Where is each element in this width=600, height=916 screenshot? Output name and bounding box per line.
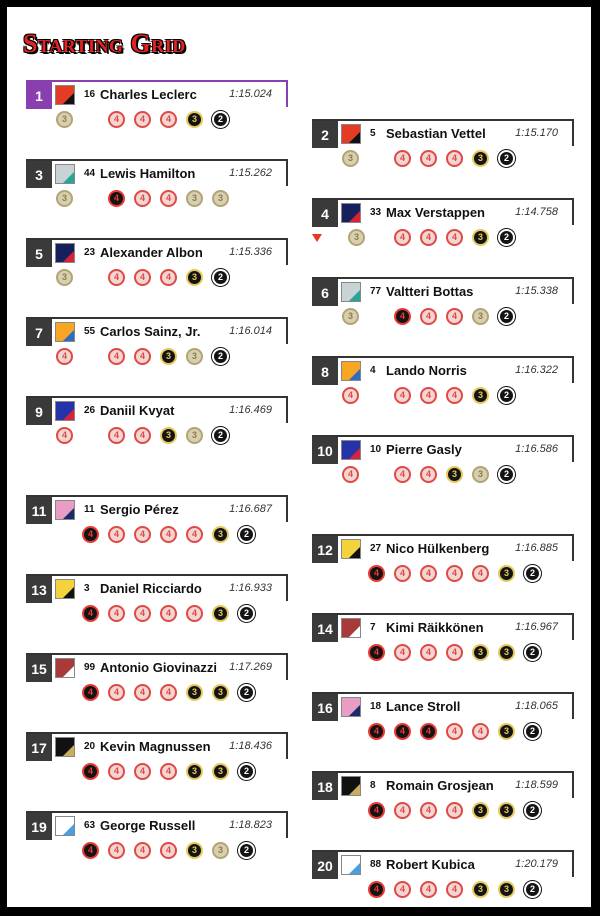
driver-header — [26, 396, 288, 423]
driver-header — [26, 317, 288, 344]
grid-position: 4 — [312, 200, 338, 227]
soft-tyre-used-icon: 4 — [446, 644, 463, 661]
grid-entry — [26, 396, 296, 454]
qualifying-time: 1:16.586 — [515, 443, 558, 455]
soft-tyre-new-icon: 4 — [82, 684, 99, 701]
soft-tyre-used-icon: 4 — [134, 763, 151, 780]
soft-tyre-used-icon: 4 — [472, 723, 489, 740]
car-number: 18 — [370, 701, 382, 712]
grid-entry — [26, 159, 296, 217]
qualifying-time: 1:16.469 — [229, 404, 272, 416]
car-number: 99 — [84, 662, 96, 673]
soft-tyre-new-icon: 4 — [82, 763, 99, 780]
hard-tyre-new-icon: 2 — [498, 150, 515, 167]
hard-tyre-new-icon: 2 — [238, 684, 255, 701]
soft-tyre-used-icon: 4 — [446, 308, 463, 325]
medium-tyre-new-icon: 3 — [212, 526, 229, 543]
tyre-allocation — [26, 348, 288, 368]
medium-tyre-used-icon: 3 — [56, 190, 73, 207]
grid-entry — [26, 574, 296, 632]
grid-entry — [312, 771, 582, 829]
team-color-icon — [341, 124, 361, 144]
qualifying-time: 1:18.436 — [229, 740, 272, 752]
driver-header — [312, 119, 574, 146]
grid-position: 9 — [26, 398, 52, 425]
grid-entry — [26, 238, 296, 296]
soft-tyre-used-icon: 4 — [394, 387, 411, 404]
soft-tyre-used-icon: 4 — [446, 387, 463, 404]
driver-header — [26, 732, 288, 759]
grid-position: 15 — [26, 655, 52, 682]
driver-header — [26, 574, 288, 601]
grid-position: 19 — [26, 813, 52, 840]
team-color-icon — [55, 816, 75, 836]
medium-tyre-new-icon: 3 — [160, 427, 177, 444]
qualifying-time: 1:18.065 — [515, 700, 558, 712]
team-color-icon — [55, 658, 75, 678]
soft-tyre-used-icon: 4 — [446, 802, 463, 819]
medium-tyre-new-icon: 3 — [498, 881, 515, 898]
soft-tyre-new-icon: 4 — [368, 802, 385, 819]
car-number: 77 — [370, 286, 382, 297]
tyre-allocation — [312, 644, 574, 664]
medium-tyre-new-icon: 3 — [212, 763, 229, 780]
qualifying-time: 1:15.262 — [229, 167, 272, 179]
grid-position: 16 — [312, 694, 338, 721]
tyre-allocation — [312, 723, 574, 743]
team-color-icon — [55, 322, 75, 342]
hard-tyre-new-icon: 2 — [498, 229, 515, 246]
soft-tyre-used-icon: 4 — [108, 684, 125, 701]
hard-tyre-new-icon: 2 — [212, 111, 229, 128]
soft-tyre-used-icon: 4 — [420, 802, 437, 819]
grid-position: 12 — [312, 536, 338, 563]
tyre-allocation — [312, 565, 574, 585]
medium-tyre-used-icon: 3 — [186, 348, 203, 365]
car-number: 4 — [370, 365, 376, 376]
driver-name: Sebastian Vettel — [386, 126, 486, 141]
grid-entry — [312, 850, 582, 908]
hard-tyre-new-icon: 2 — [238, 605, 255, 622]
grid-entry — [26, 653, 296, 711]
team-color-icon — [341, 361, 361, 381]
soft-tyre-used-icon: 4 — [420, 308, 437, 325]
medium-tyre-new-icon: 3 — [472, 150, 489, 167]
medium-tyre-new-icon: 3 — [498, 565, 515, 582]
driver-name: Carlos Sainz, Jr. — [100, 324, 201, 339]
grid-position: 7 — [26, 319, 52, 346]
tyre-allocation — [312, 150, 574, 170]
medium-tyre-new-icon: 3 — [472, 229, 489, 246]
soft-tyre-used-icon: 4 — [134, 684, 151, 701]
hard-tyre-new-icon: 2 — [524, 881, 541, 898]
grid-position: 14 — [312, 615, 338, 642]
team-color-icon — [341, 282, 361, 302]
grid-entry — [312, 198, 582, 256]
soft-tyre-used-icon: 4 — [134, 605, 151, 622]
medium-tyre-used-icon: 3 — [472, 466, 489, 483]
soft-tyre-used-icon: 4 — [108, 427, 125, 444]
soft-tyre-used-icon: 4 — [342, 466, 359, 483]
grid-entry — [26, 811, 296, 869]
team-color-icon — [341, 539, 361, 559]
medium-tyre-new-icon: 3 — [186, 684, 203, 701]
soft-tyre-used-icon: 4 — [160, 842, 177, 859]
soft-tyre-new-icon: 4 — [82, 526, 99, 543]
grid-position: 20 — [312, 852, 338, 879]
car-number: 63 — [84, 820, 96, 831]
grid-position: 2 — [312, 121, 338, 148]
soft-tyre-new-icon: 4 — [394, 308, 411, 325]
soft-tyre-new-icon: 4 — [420, 723, 437, 740]
grid-entry — [312, 356, 582, 414]
medium-tyre-used-icon: 3 — [186, 190, 203, 207]
qualifying-time: 1:17.269 — [229, 661, 272, 673]
car-number: 23 — [84, 247, 96, 258]
driver-name: Lando Norris — [386, 363, 467, 378]
hard-tyre-new-icon: 2 — [498, 387, 515, 404]
tyre-allocation — [26, 526, 288, 546]
medium-tyre-used-icon: 3 — [56, 269, 73, 286]
driver-header — [312, 534, 574, 561]
medium-tyre-used-icon: 3 — [56, 111, 73, 128]
tyre-allocation — [312, 308, 574, 328]
grid-drop-icon — [312, 234, 322, 242]
soft-tyre-used-icon: 4 — [342, 387, 359, 404]
grid-position: 11 — [26, 497, 52, 524]
driver-header — [312, 613, 574, 640]
soft-tyre-used-icon: 4 — [420, 229, 437, 246]
tyre-allocation — [26, 190, 288, 210]
soft-tyre-used-icon: 4 — [446, 881, 463, 898]
medium-tyre-new-icon: 3 — [472, 387, 489, 404]
soft-tyre-used-icon: 4 — [394, 229, 411, 246]
medium-tyre-used-icon: 3 — [186, 427, 203, 444]
driver-name: Kimi Räikkönen — [386, 620, 484, 635]
medium-tyre-new-icon: 3 — [186, 269, 203, 286]
tyre-allocation — [312, 229, 574, 249]
hard-tyre-new-icon: 2 — [238, 763, 255, 780]
driver-header — [312, 277, 574, 304]
soft-tyre-used-icon: 4 — [420, 644, 437, 661]
medium-tyre-new-icon: 3 — [472, 802, 489, 819]
soft-tyre-used-icon: 4 — [186, 605, 203, 622]
medium-tyre-new-icon: 3 — [212, 684, 229, 701]
driver-header — [312, 850, 574, 877]
grid-entry — [312, 277, 582, 335]
soft-tyre-used-icon: 4 — [420, 466, 437, 483]
soft-tyre-used-icon: 4 — [134, 269, 151, 286]
medium-tyre-new-icon: 3 — [186, 842, 203, 859]
soft-tyre-used-icon: 4 — [472, 565, 489, 582]
hard-tyre-new-icon: 2 — [212, 427, 229, 444]
soft-tyre-used-icon: 4 — [394, 802, 411, 819]
qualifying-time: 1:15.336 — [229, 246, 272, 258]
car-number: 20 — [84, 741, 96, 752]
team-color-icon — [341, 697, 361, 717]
driver-name: Romain Grosjean — [386, 778, 494, 793]
qualifying-time: 1:15.338 — [515, 285, 558, 297]
soft-tyre-used-icon: 4 — [186, 526, 203, 543]
hard-tyre-new-icon: 2 — [498, 308, 515, 325]
team-color-icon — [55, 737, 75, 757]
medium-tyre-new-icon: 3 — [186, 763, 203, 780]
grid-position: 8 — [312, 358, 338, 385]
soft-tyre-used-icon: 4 — [160, 526, 177, 543]
hard-tyre-new-icon: 2 — [238, 842, 255, 859]
medium-tyre-new-icon: 3 — [446, 466, 463, 483]
soft-tyre-used-icon: 4 — [420, 387, 437, 404]
qualifying-time: 1:14.758 — [515, 206, 558, 218]
soft-tyre-used-icon: 4 — [160, 269, 177, 286]
hard-tyre-new-icon: 2 — [212, 348, 229, 365]
medium-tyre-new-icon: 3 — [186, 111, 203, 128]
driver-name: Daniel Ricciardo — [100, 581, 202, 596]
grid-entry — [26, 732, 296, 790]
hard-tyre-new-icon: 2 — [498, 466, 515, 483]
team-color-icon — [341, 855, 361, 875]
car-number: 88 — [370, 859, 382, 870]
medium-tyre-used-icon: 3 — [342, 308, 359, 325]
tyre-allocation — [312, 466, 574, 486]
soft-tyre-new-icon: 4 — [82, 605, 99, 622]
grid-position: 18 — [312, 773, 338, 800]
soft-tyre-new-icon: 4 — [82, 842, 99, 859]
driver-header — [26, 495, 288, 522]
soft-tyre-new-icon: 4 — [368, 644, 385, 661]
car-number: 33 — [370, 207, 382, 218]
driver-name: Lewis Hamilton — [100, 166, 196, 181]
soft-tyre-used-icon: 4 — [446, 150, 463, 167]
soft-tyre-used-icon: 4 — [420, 881, 437, 898]
driver-name: Antonio Giovinazzi — [100, 660, 217, 675]
grid-entry — [312, 692, 582, 750]
soft-tyre-used-icon: 4 — [134, 111, 151, 128]
grid-entry — [312, 613, 582, 671]
soft-tyre-new-icon: 4 — [368, 565, 385, 582]
medium-tyre-used-icon: 3 — [472, 308, 489, 325]
soft-tyre-used-icon: 4 — [394, 466, 411, 483]
soft-tyre-used-icon: 4 — [108, 763, 125, 780]
medium-tyre-new-icon: 3 — [498, 644, 515, 661]
medium-tyre-new-icon: 3 — [160, 348, 177, 365]
qualifying-time: 1:15.024 — [229, 88, 272, 100]
soft-tyre-used-icon: 4 — [394, 644, 411, 661]
driver-name: Robert Kubica — [386, 857, 475, 872]
grid-entry — [26, 80, 296, 138]
driver-name: Nico Hülkenberg — [386, 541, 490, 556]
grid-position: 17 — [26, 734, 52, 761]
grid-position: 1 — [26, 82, 52, 109]
car-number: 27 — [370, 543, 382, 554]
soft-tyre-used-icon: 4 — [160, 111, 177, 128]
soft-tyre-used-icon: 4 — [108, 269, 125, 286]
soft-tyre-used-icon: 4 — [56, 427, 73, 444]
tyre-allocation — [26, 605, 288, 625]
soft-tyre-new-icon: 4 — [368, 881, 385, 898]
driver-header — [26, 811, 288, 838]
driver-header — [312, 356, 574, 383]
soft-tyre-new-icon: 4 — [394, 723, 411, 740]
soft-tyre-used-icon: 4 — [108, 348, 125, 365]
medium-tyre-used-icon: 3 — [212, 190, 229, 207]
soft-tyre-used-icon: 4 — [108, 605, 125, 622]
qualifying-time: 1:16.967 — [515, 621, 558, 633]
hard-tyre-new-icon: 2 — [524, 723, 541, 740]
tyre-allocation — [26, 842, 288, 862]
soft-tyre-used-icon: 4 — [446, 229, 463, 246]
car-number: 8 — [370, 780, 376, 791]
qualifying-time: 1:20.179 — [515, 858, 558, 870]
soft-tyre-used-icon: 4 — [446, 565, 463, 582]
soft-tyre-used-icon: 4 — [420, 150, 437, 167]
soft-tyre-used-icon: 4 — [160, 190, 177, 207]
team-color-icon — [341, 440, 361, 460]
soft-tyre-used-icon: 4 — [394, 565, 411, 582]
car-number: 5 — [370, 128, 376, 139]
hard-tyre-new-icon: 2 — [524, 644, 541, 661]
soft-tyre-used-icon: 4 — [394, 881, 411, 898]
qualifying-time: 1:15.170 — [515, 127, 558, 139]
grid-position: 13 — [26, 576, 52, 603]
qualifying-time: 1:16.687 — [229, 503, 272, 515]
hard-tyre-new-icon: 2 — [238, 526, 255, 543]
medium-tyre-used-icon: 3 — [212, 842, 229, 859]
car-number: 11 — [84, 504, 95, 515]
medium-tyre-used-icon: 3 — [348, 229, 365, 246]
grid-position: 5 — [26, 240, 52, 267]
medium-tyre-new-icon: 3 — [212, 605, 229, 622]
page-title: Starting Grid — [23, 29, 186, 58]
car-number: 7 — [370, 622, 376, 633]
soft-tyre-used-icon: 4 — [134, 190, 151, 207]
medium-tyre-new-icon: 3 — [472, 881, 489, 898]
team-color-icon — [341, 203, 361, 223]
grid-entry — [312, 119, 582, 177]
driver-name: Alexander Albon — [100, 245, 203, 260]
driver-name: Kevin Magnussen — [100, 739, 211, 754]
driver-header — [312, 771, 574, 798]
driver-name: Pierre Gasly — [386, 442, 462, 457]
team-color-icon — [55, 579, 75, 599]
grid-entry — [26, 317, 296, 375]
team-color-icon — [341, 618, 361, 638]
tyre-allocation — [26, 427, 288, 447]
team-color-icon — [341, 776, 361, 796]
hard-tyre-new-icon: 2 — [524, 802, 541, 819]
driver-name: George Russell — [100, 818, 196, 833]
qualifying-time: 1:18.823 — [229, 819, 272, 831]
grid-position: 10 — [312, 437, 338, 464]
tyre-allocation — [312, 802, 574, 822]
driver-name: Max Verstappen — [386, 205, 485, 220]
tyre-allocation — [26, 111, 288, 131]
medium-tyre-new-icon: 3 — [498, 802, 515, 819]
tyre-allocation — [312, 387, 574, 407]
soft-tyre-used-icon: 4 — [160, 763, 177, 780]
medium-tyre-new-icon: 3 — [498, 723, 515, 740]
car-number: 44 — [84, 168, 96, 179]
soft-tyre-used-icon: 4 — [108, 842, 125, 859]
team-color-icon — [55, 243, 75, 263]
grid-entry — [312, 534, 582, 592]
driver-header — [26, 80, 288, 107]
driver-header — [26, 159, 288, 186]
qualifying-time: 1:16.322 — [515, 364, 558, 376]
hard-tyre-new-icon: 2 — [212, 269, 229, 286]
grid-entry — [312, 435, 582, 493]
soft-tyre-used-icon: 4 — [420, 565, 437, 582]
tyre-allocation — [312, 881, 574, 901]
team-color-icon — [55, 401, 75, 421]
team-color-icon — [55, 500, 75, 520]
medium-tyre-new-icon: 3 — [472, 644, 489, 661]
soft-tyre-used-icon: 4 — [134, 427, 151, 444]
grid-entry — [26, 495, 296, 553]
driver-name: Sergio Pérez — [100, 502, 179, 517]
hard-tyre-new-icon: 2 — [524, 565, 541, 582]
qualifying-time: 1:16.014 — [229, 325, 272, 337]
driver-name: Charles Leclerc — [100, 87, 197, 102]
soft-tyre-used-icon: 4 — [160, 605, 177, 622]
driver-header — [26, 238, 288, 265]
driver-header — [312, 435, 574, 462]
team-color-icon — [55, 85, 75, 105]
car-number: 26 — [84, 405, 96, 416]
soft-tyre-used-icon: 4 — [160, 684, 177, 701]
soft-tyre-used-icon: 4 — [134, 526, 151, 543]
medium-tyre-used-icon: 3 — [342, 150, 359, 167]
soft-tyre-used-icon: 4 — [108, 526, 125, 543]
qualifying-time: 1:16.885 — [515, 542, 558, 554]
car-number: 55 — [84, 326, 96, 337]
soft-tyre-used-icon: 4 — [446, 723, 463, 740]
tyre-allocation — [26, 684, 288, 704]
soft-tyre-used-icon: 4 — [134, 842, 151, 859]
driver-header — [312, 692, 574, 719]
driver-name: Daniil Kvyat — [100, 403, 175, 418]
starting-grid-poster — [7, 7, 591, 907]
tyre-allocation — [26, 269, 288, 289]
driver-header — [312, 198, 574, 225]
soft-tyre-used-icon: 4 — [394, 150, 411, 167]
car-number: 16 — [84, 89, 96, 100]
driver-header — [26, 653, 288, 680]
soft-tyre-new-icon: 4 — [108, 190, 125, 207]
car-number: 10 — [370, 444, 382, 455]
car-number: 3 — [84, 583, 90, 594]
tyre-allocation — [26, 763, 288, 783]
soft-tyre-new-icon: 4 — [368, 723, 385, 740]
grid-position: 6 — [312, 279, 338, 306]
soft-tyre-used-icon: 4 — [108, 111, 125, 128]
team-color-icon — [55, 164, 75, 184]
soft-tyre-used-icon: 4 — [56, 348, 73, 365]
grid-position: 3 — [26, 161, 52, 188]
qualifying-time: 1:16.933 — [229, 582, 272, 594]
soft-tyre-used-icon: 4 — [134, 348, 151, 365]
driver-name: Valtteri Bottas — [386, 284, 474, 299]
driver-name: Lance Stroll — [386, 699, 461, 714]
qualifying-time: 1:18.599 — [515, 779, 558, 791]
